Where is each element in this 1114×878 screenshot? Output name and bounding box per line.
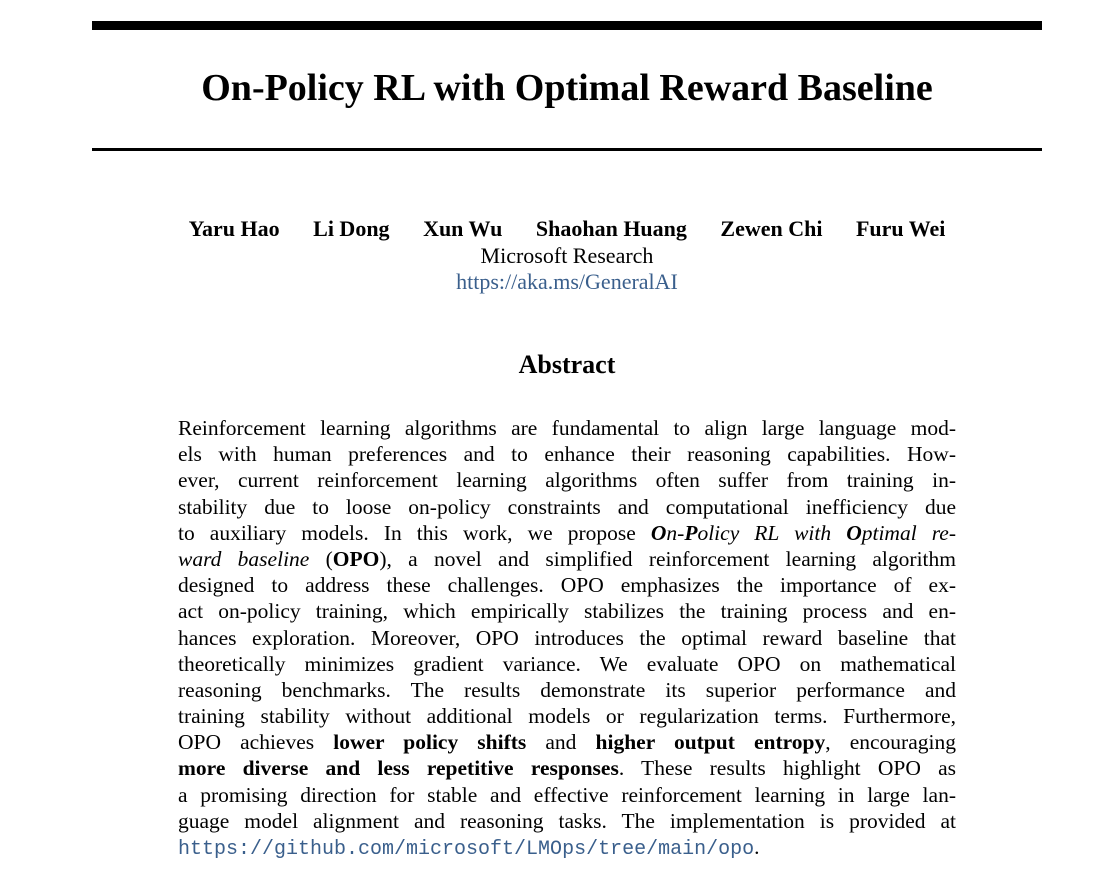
- name-letter: O: [846, 520, 862, 545]
- name-part: n-: [666, 520, 685, 545]
- name-letter: O: [650, 520, 667, 545]
- abstract-line: training stability without additional models or regularization terms. Furthermore,: [178, 704, 956, 729]
- abstract-body: [178, 415, 956, 860]
- author-name: Li Dong: [313, 216, 390, 241]
- abstract-line: [178, 834, 956, 860]
- abstract-line: els with human preferences and to enhance their reasoning capabilities. How-: [178, 442, 956, 467]
- abstract-text: and: [526, 730, 596, 755]
- opo-acronym: OPO: [332, 546, 380, 571]
- abstract-line: act on-policy training, which empirically stabilizes the training process and en-: [178, 599, 956, 624]
- code-link[interactable]: https://github.com/microsoft/LMOps/tree/main/opo: [178, 838, 755, 861]
- bold-phrase: lower policy shifts: [333, 730, 527, 755]
- abstract-text: . These results highlight OPO as: [618, 756, 956, 781]
- name-part: ptimal re-: [861, 520, 957, 545]
- abstract-heading: Abstract: [518, 350, 616, 379]
- abstract-line: designed to address these challenges. OPO emphasizes the importance of ex-: [178, 573, 956, 598]
- abstract-line: guage model alignment and reasoning tasks. The implementation is provided at: [178, 808, 956, 833]
- abstract-line: reasoning benchmarks. The results demonstrate its superior performance and: [178, 677, 956, 702]
- abstract-text: ), a novel and simplified reinforcement learning algorithm: [379, 546, 956, 571]
- affiliation: Microsoft Research: [480, 243, 654, 268]
- abstract-line: stability due to loose on-policy constraints and computational inefficiency due: [178, 494, 956, 519]
- paper-title: On-Policy RL with Optimal Reward Baseline: [201, 67, 933, 109]
- name-letter: P: [684, 520, 698, 545]
- author-list: [92, 214, 1042, 244]
- abstract-text: , encouraging: [825, 730, 956, 755]
- name-part: ward baseline: [178, 546, 310, 571]
- abstract-line: theoretically minimizes gradient variance. We evaluate OPO on mathematical: [178, 651, 956, 676]
- bold-phrase: higher output entropy: [595, 730, 826, 755]
- abstract-line: [178, 729, 956, 755]
- abstract-line: Reinforcement learning algorithms are fundamental to align large language mod-: [178, 416, 956, 440]
- abstract-line: hances exploration. Moreover, OPO introduces the optimal reward baseline that: [178, 625, 956, 650]
- title-rule-top: [92, 21, 1042, 30]
- name-part: olicy RL with: [697, 520, 847, 545]
- title-rule-bottom: [92, 148, 1042, 151]
- author-name: Shaohan Huang: [535, 216, 687, 241]
- abstract-line: [178, 546, 956, 572]
- author-name: Furu Wei: [855, 216, 946, 241]
- abstract-line: [178, 755, 956, 781]
- affiliation-link[interactable]: https://aka.ms/GeneralAI: [456, 269, 678, 294]
- abstract-line: ever, current reinforcement learning algorithms often suffer from training in-: [178, 468, 956, 493]
- author-name: Xun Wu: [423, 216, 503, 241]
- abstract-line: [178, 520, 956, 546]
- bold-phrase: more diverse and less repetitive responses: [178, 756, 619, 781]
- author-name: Yaru Hao: [188, 216, 280, 241]
- abstract-text: (: [309, 546, 333, 571]
- abstract-text: to auxiliary models. In this work, we propose: [178, 520, 651, 545]
- abstract-text: OPO achieves: [178, 730, 334, 755]
- author-name: Zewen Chi: [720, 216, 823, 241]
- abstract-text: .: [754, 835, 760, 859]
- abstract-line: a promising direction for stable and effective reinforcement learning in large lan-: [178, 782, 956, 807]
